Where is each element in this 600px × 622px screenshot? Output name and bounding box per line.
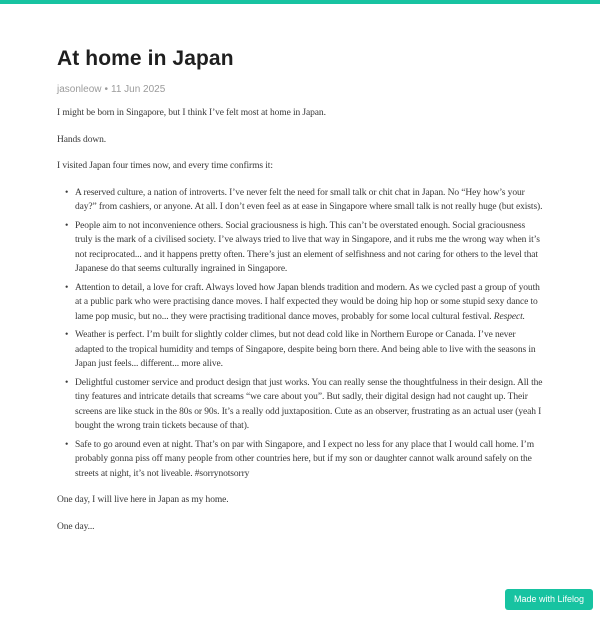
page-title: At home in Japan (57, 47, 234, 70)
accent-top-bar (0, 0, 600, 4)
list-item-text: Attention to detail, a love for craft. Always loved how Japan blends tradition and modern. As we cycled past a group of youth at a public park who were practising dance moves. I half expected they would be doing hip hop or some stupid sexy dance to lame pop music, but no... they were practising traditional dance moves, probably for some local cultural festival. (75, 282, 540, 322)
list-item (74, 186, 543, 215)
list-item-text: People aim to not inconvenience others. Social graciousness is high. This can’t be overstated enough. Social graciousness truly is the mark of a civilised society. I’ve always tried to live that way in Singapore, and it rubs me the wrong way when it’s not reciprocated... and it happens pretty often. There’s just an element of selfishness and not caring for others to the level that Japanese do that seems culturally ingrained in Singapore. (75, 220, 540, 274)
list-item-italic-text: Respect. (493, 311, 525, 322)
made-with-lifelog-badge[interactable]: Made with Lifelog (505, 589, 593, 610)
paragraph: One day... (57, 521, 95, 532)
list-item-text: Safe to go around even at night. That’s on par with Singapore, and I expect no less for any place that I would call home. I’m probably gonna piss off many people from other countries here, but if my son or daughter cannot walk around safely on the streets at night, it’s not liveable. #sorrynotsorry (75, 439, 535, 479)
list-item-text: Weather is perfect. I’m built for slightly colder climes, but not dead cold like in Northern Europe or Canada. I’ve never adapted to the tropical humidity and temps of Singapore, despite being born there. And being able to live with the seasons in Japan just feels... different... more alive. (75, 330, 536, 369)
list-item (74, 328, 543, 372)
paragraph: I visited Japan four times now, and every time confirms it: (57, 161, 273, 171)
byline-separator: • (104, 84, 108, 95)
outro-paragraphs (57, 493, 543, 534)
byline (57, 84, 543, 96)
list-item (74, 281, 543, 325)
list-item (74, 438, 543, 482)
list-item (74, 376, 543, 434)
paragraph: One day, I will live here in Japan as my home. (57, 495, 229, 505)
author-link[interactable]: jasonleow (57, 84, 102, 95)
bullet-list (57, 186, 543, 482)
intro-paragraphs (57, 106, 543, 174)
list-item (74, 219, 543, 277)
post-date: 11 Jun 2025 (111, 84, 166, 95)
paragraph: I might be born in Singapore, but I think I’ve felt most at home in Japan. (57, 108, 326, 118)
paragraph: Hands down. (57, 134, 107, 145)
list-item-text: Delightful customer service and product design that just works. You can really sense the thoughtfulness in their design. All the tiny features and intricate details that screams “we care about you”. But sadly, their digital design had not caught up. Their screens are like stuck in the 80s or 90s. It’s a really odd juxtaposition. Cute as an observer, frustrating as an actual user (yeah I bought the wrong train tickets because of that). (75, 377, 543, 431)
post-body (57, 106, 543, 534)
list-item-text: A reserved culture, a nation of introverts. I’ve never felt the need for small talk or chit chat in Japan. No “Hey how’s your day?” from cashiers, or anyone. At all. I don’t even feel as at ease in Singapore where small talk is not really huge (but exists). (75, 187, 543, 212)
